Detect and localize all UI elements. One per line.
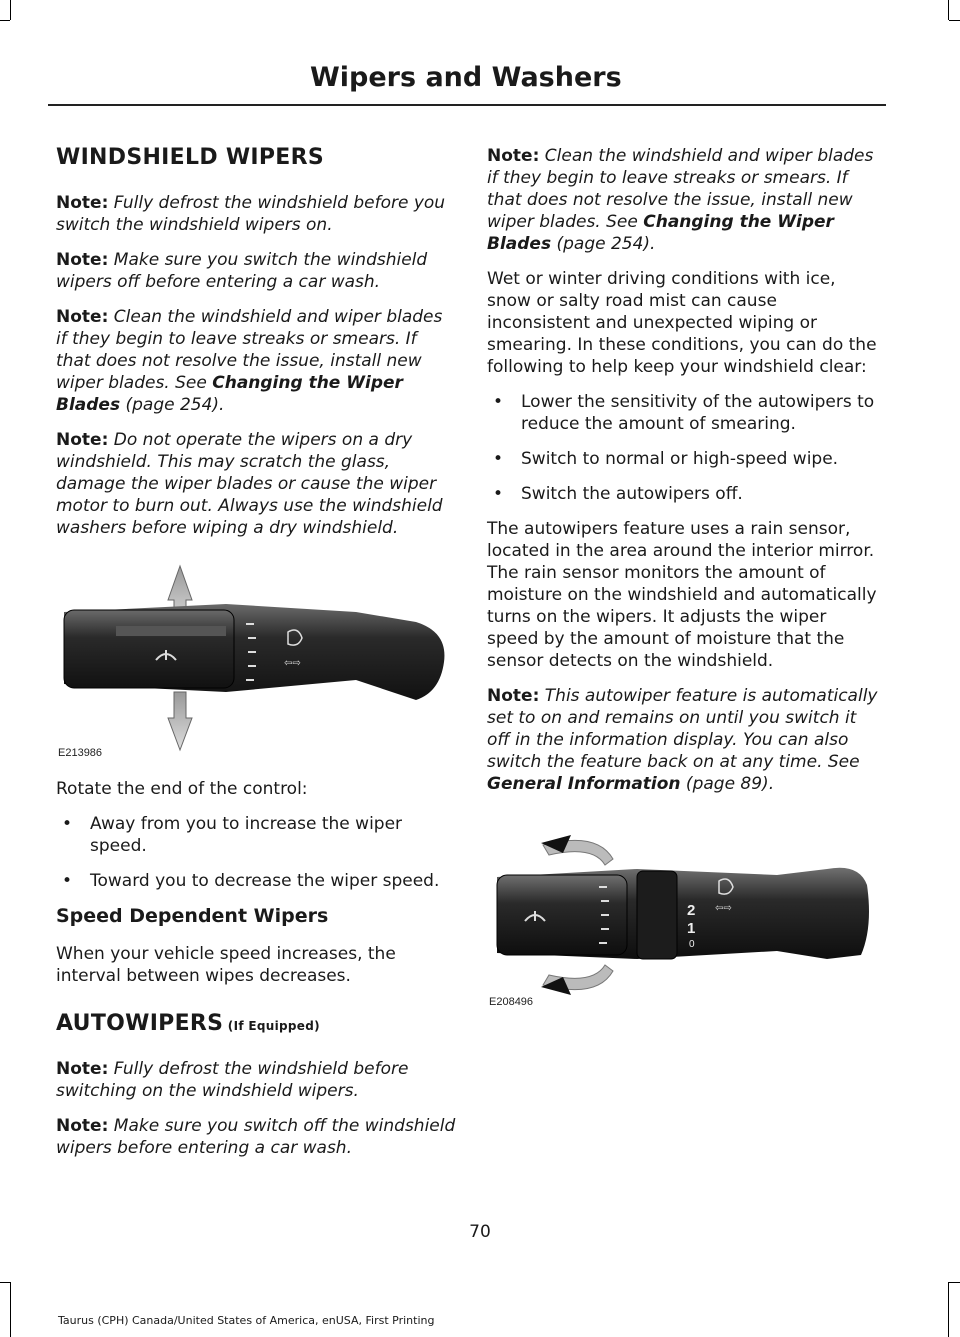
note-label: Note:	[56, 193, 109, 213]
note-label: Note:	[56, 1116, 109, 1136]
note-text: This autowiper feature is automatically set to on and remains on until you switch it off in the information display. You can also switch the feature back on at any time. See	[487, 686, 878, 772]
list-item: • Switch the autowipers off.	[487, 483, 883, 505]
note-label: Note:	[487, 686, 540, 706]
crop-mark	[948, 0, 949, 20]
wiper-stalk-drawing	[56, 552, 456, 760]
crop-mark	[949, 20, 960, 21]
note-text: Do not operate the wipers on a dry windshield. This may scratch the glass, damage the wiper blades or cause the wiper motor to burn out. Always use the windshield washers before wiping a dry windshield.	[56, 430, 443, 538]
note-paragraph	[56, 192, 456, 236]
crop-mark	[0, 20, 10, 21]
note-label: Note:	[56, 430, 109, 450]
list-item: • Switch to normal or high-speed wipe.	[487, 448, 883, 470]
note-label: Note:	[56, 307, 109, 327]
crop-mark	[0, 1282, 10, 1283]
note-paragraph	[56, 306, 456, 416]
crop-mark	[10, 0, 11, 20]
note-label: Note:	[487, 146, 540, 166]
autowiper-stalk-drawing	[487, 819, 883, 1009]
note-text: Make sure you switch the windshield wipers off before entering a car wash.	[56, 250, 428, 292]
cross-reference-link[interactable]: General Information	[487, 774, 681, 794]
note-text: Fully defrost the windshield before switching on the windshield wipers.	[56, 1059, 409, 1101]
note-paragraph	[56, 249, 456, 293]
page-reference: (page 89).	[680, 774, 775, 794]
list-item: • Toward you to decrease the wiper speed.	[56, 870, 456, 892]
page-reference: (page 254).	[551, 234, 656, 254]
stalk-rotary-end	[64, 610, 234, 688]
figure-id: E208496	[489, 996, 534, 1008]
position-2-label: 2	[687, 902, 696, 919]
footer-publication-info: Taurus (CPH) Canada/United States of America, enUSA, First Printing	[58, 1314, 435, 1327]
crop-mark	[10, 1282, 11, 1337]
stalk-collar	[637, 871, 677, 959]
rotate-instruction: Rotate the end of the control:	[56, 779, 308, 799]
right-column	[487, 145, 883, 1027]
left-column	[56, 145, 456, 1172]
page-reference: (page 254).	[120, 395, 225, 415]
stalk-ridge	[116, 626, 226, 636]
note-paragraph	[56, 429, 456, 539]
autowipers-heading-text: AUTOWIPERS	[56, 1011, 224, 1036]
page-header-title: Wipers and Washers	[310, 62, 622, 93]
subheading-speed-dependent-wipers: Speed Dependent Wipers	[56, 905, 329, 927]
header-divider	[48, 104, 886, 106]
autowiper-stalk-illustration	[487, 819, 887, 1009]
list-item: • Lower the sensitivity of the autowipers to reduce the amount of smearing.	[487, 391, 883, 435]
turn-signal-icon: ⇦⇨	[284, 658, 301, 669]
arrow-down-icon	[168, 692, 192, 750]
cross-reference-link[interactable]: Changing the Wiper Blades	[56, 373, 403, 415]
section-heading-autowipers	[56, 1011, 456, 1036]
if-equipped-label: (If Equipped)	[223, 1019, 320, 1033]
note-paragraph	[487, 145, 883, 255]
rotate-bullet-list	[56, 813, 456, 892]
position-0-label: 0	[689, 939, 695, 950]
wiper-stalk-illustration	[56, 552, 456, 760]
note-text: Clean the windshield and wiper blades if they begin to leave streaks or smears. If that does not resolve the issue, install new wiper blades. See	[56, 307, 443, 393]
note-text: Clean the windshield and wiper blades if they begin to leave streaks or smears. If that does not resolve the issue, install new wiper blades. See	[487, 146, 874, 232]
note-text: Fully defrost the windshield before you switch the windshield wipers on.	[56, 193, 446, 235]
turn-signal-icon: ⇦⇨	[715, 903, 732, 914]
note-paragraph	[487, 685, 883, 795]
note-text: Make sure you switch off the windshield wipers before entering a car wash.	[56, 1116, 456, 1158]
body-paragraph: Wet or winter driving conditions with ice, snow or salty road mist can cause inconsistent and unexpected wiping or smearing. In these conditions, you can do the following to help keep your windshield clear:	[487, 269, 877, 377]
list-item: • Away from you to increase the wiper speed.	[56, 813, 456, 857]
note-label: Note:	[56, 250, 109, 270]
position-1-label: 1	[687, 920, 696, 937]
note-label: Note:	[56, 1059, 109, 1079]
speed-dependent-text: When your vehicle speed increases, the interval between wipes decreases.	[56, 944, 396, 986]
page-number: 70	[469, 1222, 491, 1242]
crop-mark	[948, 1282, 949, 1337]
crop-mark	[949, 1282, 960, 1283]
body-paragraph: The autowipers feature uses a rain sensor, located in the area around the interior mirror. The rain sensor monitors the amount of moisture on the windshield and automatically turns on the wipers. It adjusts the wiper speed by the amount of moisture that the sensor detects on the windshield.	[487, 519, 877, 671]
section-heading-windshield-wipers: WINDSHIELD WIPERS	[56, 145, 325, 170]
figure-id: E213986	[58, 747, 103, 759]
autowiper-bullet-list	[487, 391, 883, 505]
note-paragraph	[56, 1115, 456, 1159]
cross-reference-link[interactable]: Changing the Wiper Blades	[487, 212, 834, 254]
note-paragraph	[56, 1058, 456, 1102]
